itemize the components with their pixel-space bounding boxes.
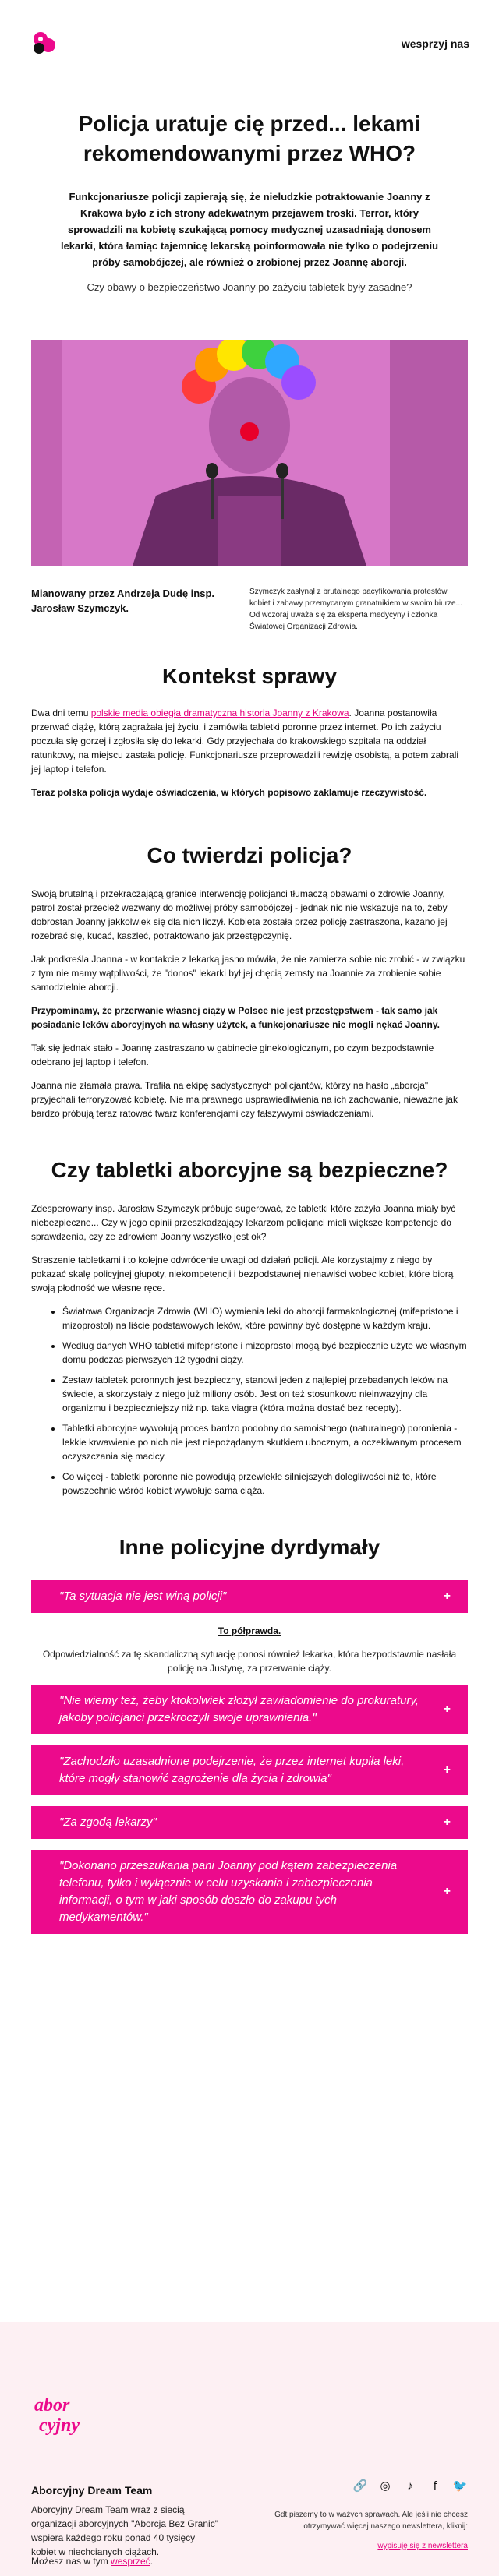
twitter-icon[interactable]: 🐦 (452, 2479, 468, 2493)
text: Dwa dni temu (31, 708, 91, 718)
paragraph: Teraz polska policja wydaje oświadczenia, w których popisowo zaklamuje rzeczywistość. (31, 787, 427, 798)
section-other (0, 1535, 499, 1934)
page-title: Policja uratuje cię przed... lekami rekomendowanymi przez WHO? (78, 111, 421, 165)
footer-logo[interactable] (31, 2387, 94, 2442)
image-caption (31, 586, 468, 633)
logo-icon[interactable] (30, 30, 58, 58)
paragraph: Swoją brutalną i przekraczającą granice interwencję policjanci tłumaczą obawami o zdrowie Joanny, patrol został przecież wezwany do możliwej próby samobójczej - jednak nic nie wskazuje na to, żeby dobrostan Joanny jakkolwiek się dla nich liczył. Kobieta została przez policję zastraszona, kazano jej rozebrać się, kucać, kaszleć, potraktowano jak przestępczynię. (31, 888, 448, 941)
paragraph: Przypominamy, że przerwanie własnej ciąży w Polsce nie jest przestępstwem - tak samo jak posiadanie leków aborcyjnych na własny użytek, a funkcjonariusze nie mogli nękać Joanny. (31, 1005, 440, 1030)
accordion-item[interactable] (31, 1806, 468, 1839)
facts-list (62, 1304, 468, 1498)
list-item: • Światowa Organizacja Zdrowia (WHO) wymienia leki do aborcji farmakologicznej (mifepristone i mizoprostol) na liście podstawowych leków, które powinny być dostępne w każdym kraju. (62, 1304, 468, 1332)
text: . (150, 2556, 154, 2567)
caption-right: Szymczyk zasłynął z brutalnego pacyfikowania protestów kobiet i zabawy przemycanym granatnikiem w swoim biurze... Od wczoraj uważa się za eksperta medycyny i członka Światowej Organizacji Zdrowia. (250, 588, 462, 631)
accordion-item[interactable] (31, 1745, 468, 1795)
svg-text:cyjny: cyjny (39, 2415, 80, 2436)
accordion-item[interactable] (31, 1685, 468, 1734)
list-item: • Tabletki aborcyjne wywołują proces bardzo podobny do samoistnego (naturalnego) poronienia - lekkie krwawienie po nich nie jest niepożądanym skutkiem ubocznym, a oczekiwanym procesem oczyszczania się macicy. (62, 1421, 468, 1463)
section-heading: Co twierdzi policja? (147, 843, 352, 867)
accordion-body: Odpowiedzialność za tę skandaliczną sytuację ponosi również lekarka, która bezpodstawnie nasłała policję na Justynę, za przerwanie ciąży. (42, 1649, 457, 1674)
footer-description: Aborcyjny Dream Team wraz z siecią organizacji aborcyjnych "Aborcja Bez Granic" wspiera każdego roku ponad 40 tysięcy kobiet w niechcianych ciążach. (31, 2504, 218, 2557)
instagram-icon[interactable]: ◎ (380, 2479, 391, 2493)
text: . Joanna postanowiła przerwać ciążę, którą zagrażała jej życiu, i zamówiła tabletki poronne przez internet. Po ich zażyciu poczuła się gorzej i zgłosiła się do lekarki. Gdy przyjechała do krakowskiego szpitala na oddział ratunkowy, na miejscu zastała policję. Funkcjonariusze przeprowadzili rewizję osobistą, a potem zabrali jej laptop i telefon. (31, 708, 459, 775)
unsubscribe-link[interactable]: wypisuję się z newslettera (377, 2542, 468, 2550)
svg-text:abor: abor (34, 2395, 70, 2415)
section-heading: Czy tabletki aborcyjne są bezpieczne? (51, 1158, 448, 1182)
link-icon[interactable]: 🔗 (352, 2479, 368, 2493)
plus-icon: + (443, 1885, 451, 1898)
facebook-icon[interactable]: f (433, 2479, 437, 2493)
paragraph: Joanna nie złamała prawa. Trafiła na ekipę sadystycznych policjantów, którzy na hasło „aborcja" przyjechali terroryzować kobietę. Nie ma prawnego usprawiedliwienia na ich zachowanie, nieważne jak bardzo próbują teraz ratować twarz konferencjami czy fałszywymi oświadczeniami. (31, 1080, 458, 1119)
list-item: • Według danych WHO tabletki mifepristone i mizoprostol mogą być bezpiecznie użyte we własnym domu podczas pierwszych 12 tygodni ciąży. (62, 1339, 468, 1367)
caption-left: Mianowany przez Andrzeja Dudę insp. Jarosław Szymczyk. (31, 588, 214, 614)
footer-support (31, 2556, 153, 2567)
hero-image (31, 340, 468, 566)
section-heading: Kontekst sprawy (161, 664, 338, 688)
list-item: • Zestaw tabletek poronnych jest bezpieczny, stanowi jeden z najlepiej przebadanych leków na świecie, a skorzystały z niego już miliony osób. Jest on też stosunkowo nieinwazyjny dla organizmu i bezpieczniejszy niż np. taka viagra (która można dostać bez recepty). (62, 1373, 468, 1415)
accordion-label: "Dokonano przeszukania pani Joanny pod kątem zabezpieczenia telefonu, tylko i wyłącznie w celu uzyskania i zabezpieczenia informacji, o tym w jaki sposób doszło do zakupu tych medykamentów." (59, 1859, 398, 1924)
accordion-label: "Zachodziło uzasadnione podejrzenie, że przez internet kupiła leki, które mogły stanowić zagrożenie dla życia i zdrowia" (59, 1755, 405, 1785)
accordion-label: "Za zgodą lekarzy" (59, 1816, 157, 1829)
header (0, 0, 499, 94)
accordion-label: "Ta sytuacja nie jest winą policji" (59, 1590, 227, 1603)
plus-icon: + (443, 1763, 451, 1777)
social-links (352, 2478, 468, 2493)
footer-note: Gdt piszemy to w ważych sprawach. Ale jeśli nie chcesz otrzymywać więcej naszego newslettera, kliknij: (274, 2511, 468, 2531)
paragraph (31, 706, 468, 776)
paragraph: Jak podkreśla Joanna - w kontakcie z lekarką jasno mówiła, że nie zamierza sobie nic zrobić - w związku z tym nie mamy wątpliwości, że "donos" lekarki był jej chęcią zemsty na Joannie za zrobienie sobie samodzielnie aborcji. (31, 954, 465, 993)
plus-icon: + (443, 1816, 451, 1829)
list-item: • Co więcej - tabletki poronne nie powodują przewlekłe silniejszych dolegliwości niż te, które powszechnie wśród kobiet wywołuje sama ciąża. (62, 1470, 468, 1498)
paragraph: Zdesperowany insp. Jarosław Szymczyk próbuje sugerować, że tabletki które zażyła Joanna miały być niebezpieczne... Czy w jego opinii przeszkadzający lekarzom policjanci mieli większe kompetencje do sprawdzenia, czy ze zdrowiem Joanny wszystko jest ok? (31, 1203, 456, 1242)
support-link[interactable]: wesprzyj nas (401, 37, 469, 50)
footer-title: Aborcyjny Dream Team (31, 2484, 153, 2497)
text: Możesz nas w tym (31, 2556, 111, 2567)
accordion-label: "Nie wiemy też, żeby ktokolwiek złożył zawiadomienie do prokuratury, jakoby policjanci przekroczyli swoje uprawnienia." (59, 1694, 419, 1724)
section-police (0, 843, 499, 1120)
paragraph: Straszenie tabletkami i to kolejne odwrócenie uwagi od działań policji. Ale korzystajmy z niego by pokazać skalę policyjnej głupoty, niekompetencji i bezpodstawnej nienawiści wobec kobiet, które biorą swoją płodność we własne ręce. (31, 1254, 454, 1293)
accordion-link[interactable]: To półprawda. (218, 1625, 281, 1636)
section-context (0, 664, 499, 799)
plus-icon: + (443, 1590, 451, 1603)
accordion-item[interactable] (31, 1580, 468, 1613)
article-link[interactable]: polskie media obiegła dramatyczna historia Joanny z Krakowa (90, 708, 349, 718)
section-safety (0, 1158, 499, 1498)
plus-icon: + (443, 1703, 451, 1716)
footer (0, 2322, 499, 2576)
tiktok-icon[interactable]: ♪ (407, 2479, 413, 2493)
accordion-item[interactable] (31, 1850, 468, 1934)
lead-text: Funkcjonariusze policji zapierają się, że nieludzkie potraktowanie Joanny z Krakowa było z ich strony adekwatnym przejawem troski. Terror, który sprowadzili na kobietę szukającą pomocy medycznej uzasadniają donosem lekarki, która łamiąc tajemnicę lekarską poinformowała nie tylko o podejrzeniu próby samobójczej, ale również o zrobionej przez Joannę aborcji. (60, 191, 439, 268)
paragraph: Tak się jednak stało - Joannę zastraszano w gabinecie ginekologicznym, po czym bezpodstawnie odebrano jej laptop i telefon. (31, 1043, 434, 1067)
hero-illustration (31, 340, 468, 566)
section-heading: Inne policyjne dyrdymały (119, 1535, 380, 1559)
lead-question: Czy obawy o bezpieczeństwo Joanny po zażyciu tabletek były zasadne? (87, 281, 412, 293)
support-footer-link[interactable]: wesprzeć (111, 2556, 150, 2567)
